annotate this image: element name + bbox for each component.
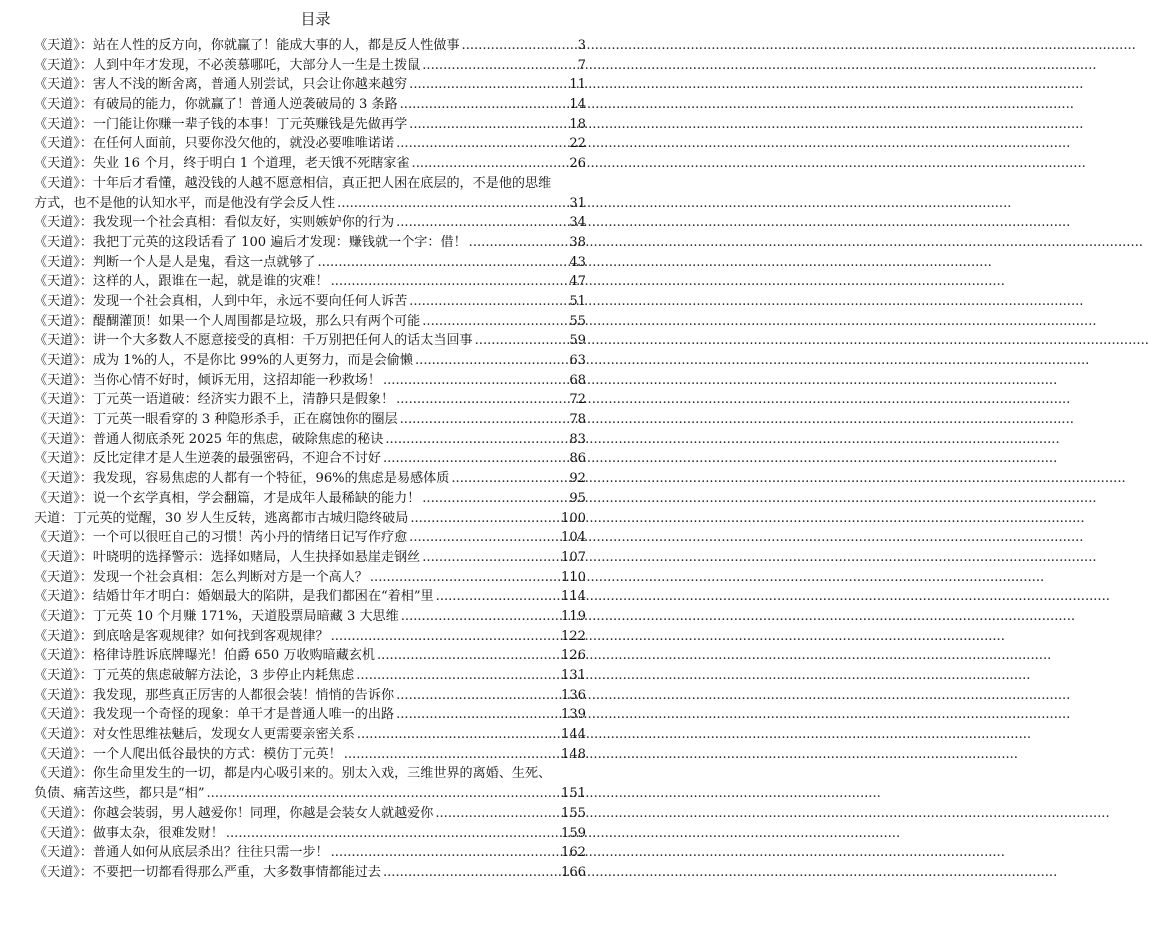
toc-entry[interactable] <box>34 213 586 233</box>
toc-entry-title: 《天道》：我把丁元英的这段话看了 100 遍后才发现：赚钱就一个字：借！ <box>34 234 467 250</box>
toc-entry-title: 《天道》：普通人如何从底层杀出？往往只需一步！ <box>34 845 329 861</box>
toc-page-number: 18 <box>569 116 586 132</box>
dot-leader <box>331 272 566 292</box>
toc-entry-title: 《天道》：丁元英 10 个月赚 171%，天道股票局暗藏 3 大思维 <box>34 608 399 624</box>
toc-page-number: 72 <box>569 392 586 408</box>
toc-page-number: 83 <box>569 431 586 447</box>
table-of-contents <box>34 36 586 883</box>
toc-entry-title: 《天道》：不要把一切都看得那么严重，大多数事情都能过去 <box>34 864 381 880</box>
toc-entry[interactable] <box>34 312 586 332</box>
toc-page-number: 139 <box>561 707 586 723</box>
dot-leader <box>396 213 566 233</box>
toc-entry[interactable] <box>34 607 586 627</box>
dot-leader <box>396 705 559 725</box>
toc-entry[interactable] <box>34 587 586 607</box>
toc-entry[interactable] <box>34 764 586 803</box>
toc-entry-title: 《天道》：讲一个大多数人不愿意接受的真相：千万别把任何人的话太当回事 <box>34 333 473 349</box>
dot-leader <box>409 115 566 135</box>
toc-page-number: 92 <box>569 471 586 487</box>
toc-entry[interactable] <box>34 233 586 253</box>
dot-leader <box>435 804 559 824</box>
dot-leader <box>331 843 559 863</box>
toc-entry-title-continued: 负债、痛苦这些，都只是“相” <box>34 786 205 802</box>
toc-page-number: 155 <box>561 805 586 821</box>
toc-entry-title: 《天道》：人到中年才发现，不必羡慕哪吒，大部分人一生是土拨鼠 <box>34 57 421 73</box>
toc-entry-title: 《天道》：害人不浅的断舍离，普通人别尝试，只会让你越来越穷 <box>34 77 408 93</box>
dot-leader <box>410 509 559 529</box>
dot-leader <box>331 627 559 647</box>
toc-entry[interactable] <box>34 627 586 647</box>
dot-leader <box>207 784 559 804</box>
toc-entry[interactable] <box>34 292 586 312</box>
toc-entry-title: 《天道》：丁元英一语道破：经济实力跟不上，清静只是假象！ <box>34 392 395 408</box>
toc-entry-title: 《天道》：发现一个社会真相，人到中年，永远不要向任何人诉苦 <box>34 293 408 309</box>
dot-leader <box>396 134 566 154</box>
toc-entry[interactable] <box>34 75 586 95</box>
dot-leader <box>462 36 566 56</box>
toc-page-number: 159 <box>561 825 586 841</box>
dot-leader <box>422 489 566 509</box>
toc-entry-title: 《天道》：丁元英一眼看穿的 3 种隐形杀手，正在腐蚀你的圈层 <box>34 412 398 428</box>
toc-page-number: 51 <box>569 293 586 309</box>
toc-entry[interactable] <box>34 331 586 351</box>
dot-leader <box>337 194 566 214</box>
toc-page-number: 34 <box>569 215 586 231</box>
toc-entry[interactable] <box>34 253 586 273</box>
toc-entry[interactable] <box>34 666 586 686</box>
toc-title: 目录 <box>300 10 331 28</box>
toc-entry-title: 《天道》：一个人爬出低谷最快的方式：模仿丁元英！ <box>34 746 342 762</box>
toc-entry[interactable] <box>34 56 586 76</box>
toc-entry-title: 《天道》：发现一个社会真相：怎么判断对方是一个高人？ <box>34 569 368 585</box>
dot-leader <box>436 587 559 607</box>
toc-page-number: 59 <box>569 333 586 349</box>
toc-page-number: 86 <box>569 451 586 467</box>
dot-leader <box>357 725 559 745</box>
toc-entry-title: 《天道》：十年后才看懂，越没钱的人越不愿意相信，真正把人困在底层的，不是他的思维 <box>34 175 552 191</box>
toc-entry-title: 《天道》：叶晓明的选择警示：选择如赌局，人生抉择如悬崖走钢丝 <box>34 549 421 565</box>
dot-leader <box>400 95 566 115</box>
toc-entry-title: 《天道》：我发现一个奇怪的现象：单干才是普通人唯一的出路 <box>34 707 395 723</box>
dot-leader <box>383 863 559 883</box>
toc-entry-title-continued: 方式，也不是他的认知水平，而是他没有学会反人性 <box>34 195 336 211</box>
toc-entry-title: 《天道》：到底啥是客观规律？如何找到客观规律？ <box>34 628 329 644</box>
toc-entry-title: 《天道》：结婚廿年才明白：婚姻最大的陷阱，是我们都困在“着相”里 <box>34 589 434 605</box>
toc-entry-title: 《天道》：反比定律才是人生逆袭的最强密码，不迎合不讨好 <box>34 451 381 467</box>
toc-entry[interactable] <box>34 469 586 489</box>
toc-entry[interactable] <box>34 115 586 135</box>
toc-page-number: 26 <box>569 156 586 172</box>
toc-entry-title: 天道：丁元英的觉醒，30 岁人生反转，逃离都市古城归隐终破局 <box>34 510 409 526</box>
toc-page-number: 100 <box>561 510 586 526</box>
dot-leader <box>422 56 566 76</box>
toc-page-number: 38 <box>569 234 586 250</box>
toc-entry[interactable] <box>34 154 586 174</box>
toc-page-number: 119 <box>561 608 586 624</box>
toc-page-number: 151 <box>561 786 586 802</box>
toc-entry-title: 《天道》：你越会装弱，男人越爱你！同理，你越是会装女人就越爱你 <box>34 805 434 821</box>
toc-entry[interactable] <box>34 272 586 292</box>
dot-leader <box>400 410 566 430</box>
toc-entry-title: 《天道》：说一个玄学真相，学会翻篇，才是成年人最稀缺的能力！ <box>34 490 421 506</box>
toc-entry-title: 《天道》：这样的人，跟谁在一起，就是谁的灾难！ <box>34 274 329 290</box>
toc-entry-title: 《天道》：一门能让你赚一辈子钱的本事！丁元英赚钱是先做再学 <box>34 116 408 132</box>
toc-entry[interactable] <box>34 489 586 509</box>
dot-leader <box>475 331 566 351</box>
toc-entry[interactable] <box>34 371 586 391</box>
dot-leader <box>396 390 566 410</box>
toc-entry-title: 《天道》：我发现，容易焦虑的人都有一个特征，96%的焦虑是易感体质 <box>34 471 450 487</box>
toc-entry[interactable] <box>34 863 586 883</box>
toc-page-number: 95 <box>569 490 586 506</box>
toc-entry[interactable] <box>34 134 586 154</box>
toc-page-number: 7 <box>577 57 586 73</box>
toc-entry-title: 《天道》：判断一个人是人是鬼，看这一点就够了 <box>34 254 316 270</box>
toc-page-number: 126 <box>561 648 586 664</box>
toc-entry-title: 《天道》：当你心情不好时，倾诉无用，这招却能一秒救场！ <box>34 372 381 388</box>
toc-page-number: 136 <box>561 687 586 703</box>
toc-entry[interactable] <box>34 745 586 765</box>
toc-page-number: 22 <box>569 136 586 152</box>
toc-entry[interactable] <box>34 824 586 844</box>
toc-page-number: 63 <box>569 353 586 368</box>
dot-leader <box>318 253 566 273</box>
toc-page-number: 11 <box>569 77 586 93</box>
dot-leader <box>422 312 566 332</box>
toc-entry[interactable] <box>34 646 586 666</box>
toc-entry-title: 《天道》：站在人性的反方向，你就赢了！能成大事的人，都是反人性做事 <box>34 38 460 53</box>
toc-entry-title: 《天道》：有破局的能力，你就赢了！普通人逆袭破局的 3 条路 <box>34 97 398 113</box>
toc-page-number: 148 <box>561 746 586 762</box>
toc-entry[interactable] <box>34 351 586 371</box>
toc-entry-title: 《天道》：对女性思维祛魅后，发现女人更需要亲密关系 <box>34 727 355 743</box>
toc-entry[interactable] <box>34 804 586 824</box>
dot-leader <box>451 469 566 489</box>
dot-leader <box>344 745 559 765</box>
dot-leader <box>370 568 559 588</box>
dot-leader <box>415 351 566 371</box>
dot-leader <box>226 824 559 844</box>
toc-entry-title: 《天道》：做事太杂，很难发财！ <box>34 825 224 841</box>
toc-page-number: 43 <box>569 254 586 270</box>
toc-page-number: 3 <box>577 38 586 53</box>
toc-entry[interactable] <box>34 705 586 725</box>
dot-leader <box>356 666 559 686</box>
toc-entry[interactable] <box>34 528 586 548</box>
dot-leader <box>409 528 559 548</box>
toc-entry[interactable] <box>34 568 586 588</box>
dot-leader <box>409 75 566 95</box>
dot-leader <box>412 154 566 174</box>
toc-page-number: 131 <box>561 668 586 683</box>
dot-leader <box>377 646 559 666</box>
toc-entry-title: 《天道》：失业 16 个月，终于明白 1 个道理，老天饿不死瞎家雀 <box>34 156 410 172</box>
toc-page-number: 114 <box>561 589 586 605</box>
toc-entry[interactable] <box>34 95 586 115</box>
toc-page-number: 166 <box>561 864 586 880</box>
dot-leader <box>396 686 559 706</box>
toc-page-number: 110 <box>561 569 586 585</box>
toc-entry-title: 《天道》：醍醐灌顶！如果一个人周围都是垃圾，那么只有两个可能 <box>34 313 421 329</box>
toc-entry-title: 《天道》：在任何人面前，只要你没欠他的，就没必要唯唯诺诺 <box>34 136 395 152</box>
dot-leader <box>401 607 559 627</box>
toc-entry-title: 《天道》：一个可以很旺自己的习惯！芮小丹的情绪日记写作疗愈 <box>34 530 408 546</box>
dot-leader <box>469 233 566 253</box>
toc-entry[interactable] <box>34 686 586 706</box>
toc-entry-title: 《天道》：成为 1%的人，不是你比 99%的人更努力，而是会偷懒 <box>34 353 413 368</box>
toc-page-number: 104 <box>561 530 586 546</box>
toc-page-number: 55 <box>569 313 586 329</box>
dot-leader <box>422 548 559 568</box>
toc-entry[interactable] <box>34 509 586 529</box>
toc-entry[interactable] <box>34 843 586 863</box>
dot-leader <box>383 449 566 469</box>
toc-entry-title: 《天道》：普通人彻底杀死 2025 年的焦虑，破除焦虑的秘诀 <box>34 431 384 447</box>
toc-page-number: 162 <box>561 845 586 861</box>
toc-entry-title: 《天道》：你生命里发生的一切，都是内心吸引来的。别太入戏，三维世界的离婚、生死、 <box>34 766 552 782</box>
toc-page-number: 78 <box>569 412 586 428</box>
toc-entry[interactable] <box>34 449 586 469</box>
toc-entry-title: 《天道》：格律诗胜诉底牌曝光！伯爵 650 万收购暗藏玄机 <box>34 648 376 664</box>
toc-entry-title: 《天道》：丁元英的焦虑破解方法论，3 步停止内耗焦虑 <box>34 668 355 683</box>
toc-page-number: 68 <box>569 372 586 388</box>
toc-entry[interactable] <box>34 174 586 213</box>
toc-entry[interactable] <box>34 410 586 430</box>
toc-page-number: 14 <box>569 97 586 113</box>
toc-page-number: 144 <box>561 727 586 743</box>
toc-entry[interactable] <box>34 390 586 410</box>
toc-entry[interactable] <box>34 725 586 745</box>
dot-leader <box>385 430 566 450</box>
toc-page-number: 122 <box>561 628 586 644</box>
toc-page-number: 31 <box>569 195 586 211</box>
toc-entry[interactable] <box>34 430 586 450</box>
toc-entry-title: 《天道》：我发现，那些真正厉害的人都很会装！悄悄的告诉你 <box>34 687 395 703</box>
toc-entry[interactable] <box>34 548 586 568</box>
toc-entry[interactable] <box>34 36 586 56</box>
toc-entry-title: 《天道》：我发现一个社会真相：看似友好，实则嫉妒你的行为 <box>34 215 395 231</box>
toc-page-number: 47 <box>569 274 586 290</box>
dot-leader <box>383 371 566 391</box>
toc-page-number: 107 <box>561 549 586 565</box>
dot-leader <box>409 292 566 312</box>
